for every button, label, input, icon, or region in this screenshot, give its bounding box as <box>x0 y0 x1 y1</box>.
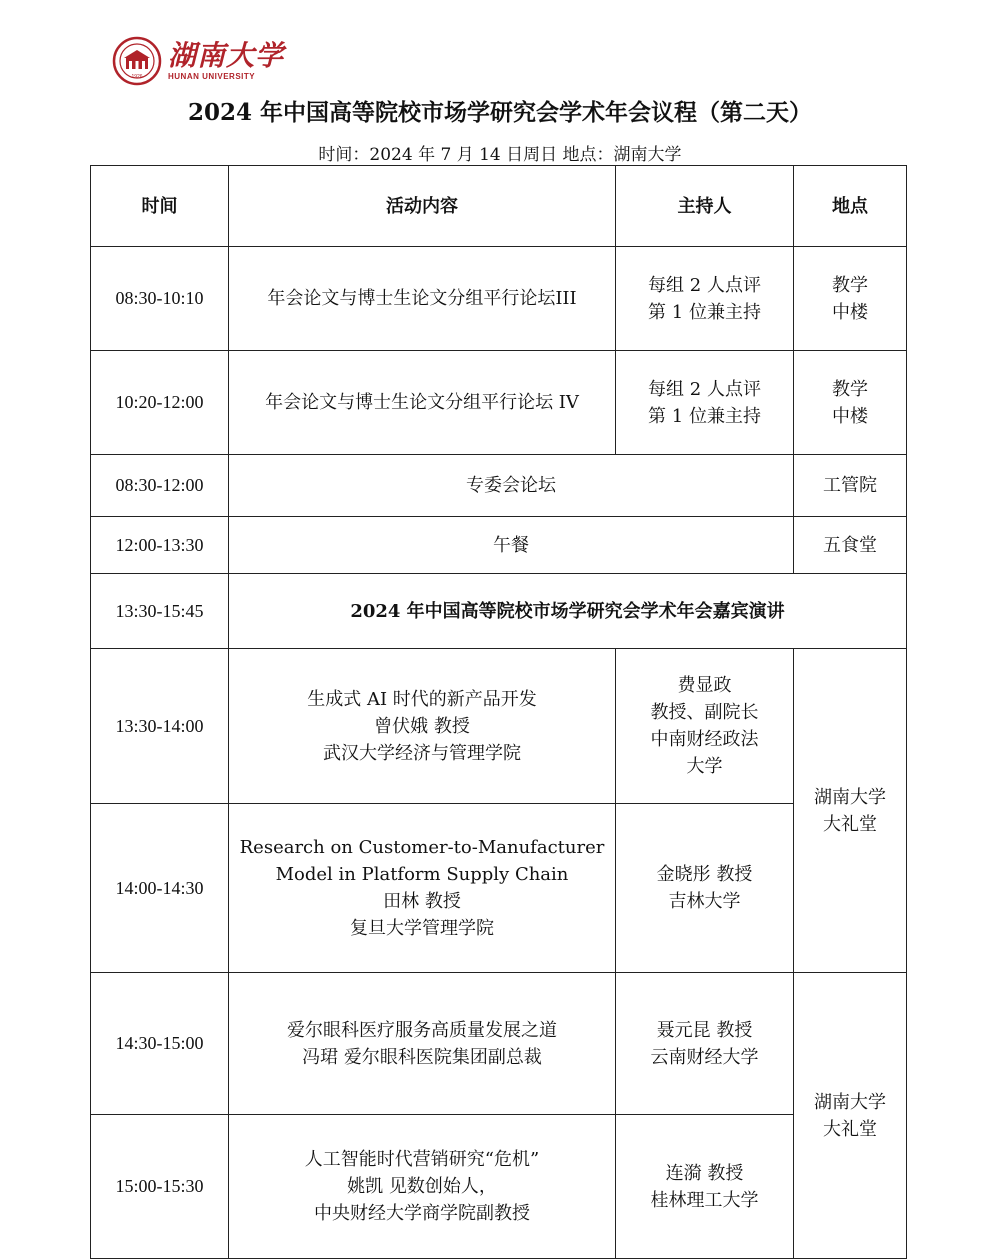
row-host: 每组 2 人点评 第 1 位兼主持 <box>616 247 794 351</box>
row-content: Research on Customer-to-Manufacturer Model in Platform Supply Chain 田林 教授 复旦大学管理学院 <box>229 804 616 973</box>
header-host: 主持人 <box>616 166 794 247</box>
table-row <box>91 517 907 574</box>
university-name-en: HUNAN UNIVERSITY <box>168 72 256 81</box>
row-time: 10:20-12:00 <box>91 351 229 455</box>
seal-year: 1926 <box>131 74 143 80</box>
table-row <box>91 1115 907 1259</box>
header-content: 活动内容 <box>229 166 616 247</box>
university-seal-icon <box>112 36 162 86</box>
university-logo <box>112 36 284 86</box>
row-time: 14:30-15:00 <box>91 973 229 1115</box>
row-time: 13:30-14:00 <box>91 649 229 804</box>
header-venue: 地点 <box>794 166 907 247</box>
row-venue: 工管院 <box>794 455 907 517</box>
row-venue: 五食堂 <box>794 517 907 574</box>
row-venue: 教学 中楼 <box>794 247 907 351</box>
row-time: 12:00-13:30 <box>91 517 229 574</box>
row-content: 年会论文与博士生论文分组平行论坛 IV <box>229 351 616 455</box>
table-row <box>91 351 907 455</box>
table-row <box>91 973 907 1115</box>
row-host: 每组 2 人点评 第 1 位兼主持 <box>616 351 794 455</box>
row-time: 14:00-14:30 <box>91 804 229 973</box>
table-row <box>91 649 907 804</box>
row-time: 13:30-15:45 <box>91 574 229 649</box>
row-host: 金晓彤 教授 吉林大学 <box>616 804 794 973</box>
page-subtitle: 时间：2024 年 7 月 14 日周日 地点：湖南大学 <box>318 145 682 165</box>
row-content: 爱尔眼科医疗服务高质量发展之道 冯珺 爱尔眼科医院集团副总裁 <box>229 973 616 1115</box>
row-content: 年会论文与博士生论文分组平行论坛III <box>229 247 616 351</box>
row-content: 人工智能时代营销研究“危机” 姚凯 见数创始人， 中央财经大学商学院副教授 <box>229 1115 616 1259</box>
row-time: 08:30-10:10 <box>91 247 229 351</box>
university-name-cn: 湖南大学 <box>168 39 285 72</box>
row-time: 15:00-15:30 <box>91 1115 229 1259</box>
table-row <box>91 804 907 973</box>
row-content: 午餐 <box>229 517 794 574</box>
table-row <box>91 574 907 649</box>
table-header-row <box>91 166 907 247</box>
row-venue: 湖南大学 大礼堂 <box>794 973 907 1259</box>
row-host: 聂元昆 教授 云南财经大学 <box>616 973 794 1115</box>
row-content: 生成式 AI 时代的新产品开发 曾伏娥 教授 武汉大学经济与管理学院 <box>229 649 616 804</box>
row-content: 专委会论坛 <box>229 455 794 517</box>
row-venue: 教学 中楼 <box>794 351 907 455</box>
table-row <box>91 247 907 351</box>
row-time: 08:30-12:00 <box>91 455 229 517</box>
row-venue: 湖南大学 大礼堂 <box>794 649 907 973</box>
row-host: 连漪 教授 桂林理工大学 <box>616 1115 794 1259</box>
header-time: 时间 <box>91 166 229 247</box>
page-title: 2024 年中国高等院校市场学研究会学术年会议程（第二天） <box>187 99 813 126</box>
row-content: 2024 年中国高等院校市场学研究会学术年会嘉宾演讲 <box>229 574 907 649</box>
agenda-table <box>90 165 907 1259</box>
table-row <box>91 455 907 517</box>
row-host: 费显政 教授、副院长 中南财经政法 大学 <box>616 649 794 804</box>
